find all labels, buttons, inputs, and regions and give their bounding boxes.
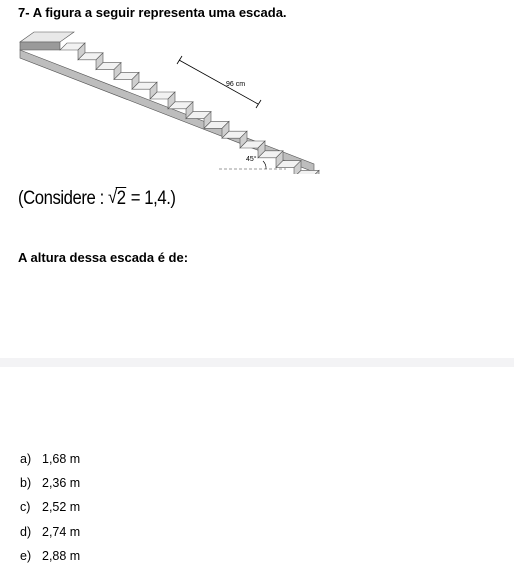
measure-tick — [256, 100, 261, 108]
option-c[interactable] — [20, 500, 80, 524]
square-root — [108, 188, 127, 210]
answer-options — [20, 452, 80, 573]
question-prompt: A altura dessa escada é de: — [18, 250, 189, 265]
option-text: 2,74 m — [42, 524, 81, 539]
question-title: 7- A figura a seguir representa uma escada. — [18, 5, 287, 20]
consider-prefix: (Considere : — [18, 188, 109, 209]
angle-arc — [263, 161, 266, 169]
radical-sign: √ — [108, 187, 117, 208]
option-letter: c) — [20, 500, 31, 515]
option-text: 2,52 m — [42, 500, 81, 515]
option-d[interactable] — [20, 525, 80, 549]
option-a[interactable] — [20, 452, 80, 476]
option-letter: b) — [20, 476, 32, 491]
radicand: 2 — [116, 188, 126, 209]
consider-suffix: = 1,4.) — [126, 188, 176, 209]
measure-label: 96 cm — [226, 81, 246, 88]
option-text: 1,68 m — [42, 452, 81, 466]
option-letter: e) — [20, 548, 32, 563]
option-letter: a) — [20, 452, 32, 466]
staircase-figure — [14, 24, 344, 174]
stair-landing — [20, 32, 74, 42]
angle-label: 45° — [246, 156, 257, 163]
option-b[interactable] — [20, 476, 80, 500]
consider-note — [18, 188, 176, 210]
stair-landing-front — [20, 42, 60, 50]
option-e[interactable] — [20, 549, 80, 573]
option-text: 2,36 m — [42, 476, 81, 491]
measure-tick — [177, 56, 182, 64]
measure-line — [179, 60, 258, 104]
option-text: 2,88 m — [42, 548, 81, 563]
section-divider — [0, 358, 514, 367]
option-letter: d) — [20, 524, 32, 539]
staircase-drawing — [20, 32, 319, 174]
